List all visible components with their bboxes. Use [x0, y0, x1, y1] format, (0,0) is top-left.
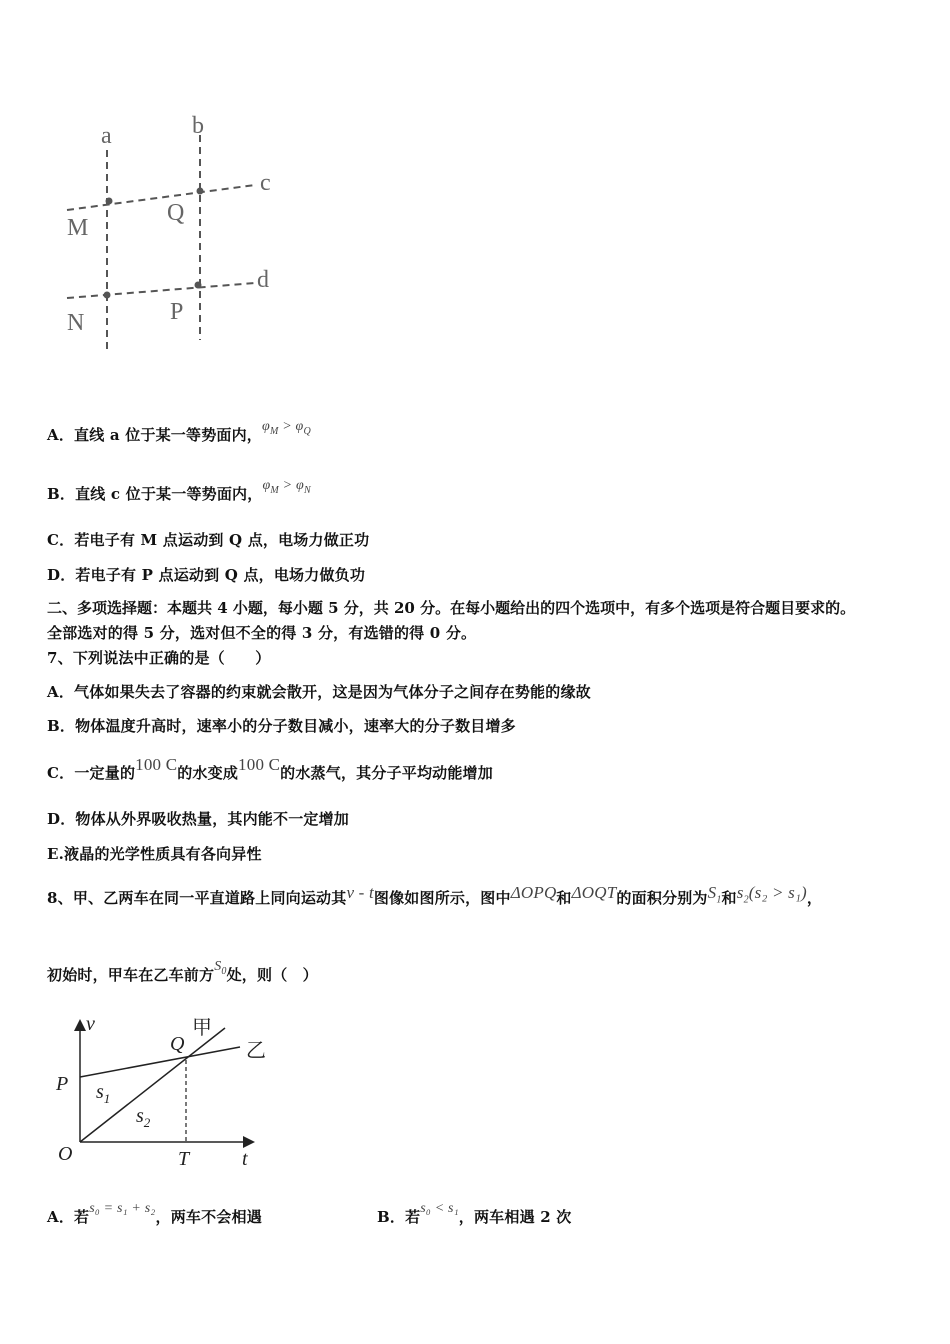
label-N: N	[67, 310, 85, 336]
label-a: a	[101, 123, 112, 149]
figure-vt-graph	[50, 1010, 290, 1170]
label-c: c	[260, 170, 271, 196]
q7-stem: 7、下列说法中正确的是（ ）	[47, 649, 271, 667]
q6-option-B: B．直线 c 位于某一等势面内，$\varphi_M > \varphi_N$	[47, 478, 311, 503]
q7-option-C: C．一定量的100 C的水变成100 C的水蒸气，其分子平均动能增加	[47, 755, 493, 782]
label-d: d	[257, 267, 269, 293]
q7-option-D: D．物体从外界吸收热量，其内能不一定增加	[47, 810, 350, 828]
q6-option-C: C．若电子有 M 点运动到 Q 点，电场力做正功	[47, 531, 370, 549]
label-P: P	[170, 299, 184, 325]
label-v: v	[86, 1013, 95, 1035]
label-Q: Q	[167, 200, 185, 226]
label-jia: 甲	[192, 1017, 212, 1039]
q8-option-B: B．若s₀ < s₁，两车相遇 2 次	[377, 1201, 572, 1226]
label-s1: $s_1$	[96, 1081, 111, 1106]
line-yi	[80, 1047, 240, 1077]
label-O: O	[58, 1143, 73, 1165]
point-M	[106, 198, 113, 205]
label-P: P	[56, 1073, 69, 1095]
q7-option-B: B．物体温度升高时，速率小的分子数目减小，速率大的分子数目增多	[47, 717, 516, 735]
line-d	[67, 283, 255, 298]
label-b: b	[192, 113, 204, 139]
label-T: T	[178, 1148, 190, 1170]
label-t: t	[242, 1148, 248, 1170]
label-yi: 乙	[246, 1040, 266, 1062]
point-P	[195, 282, 202, 289]
q6-option-D: D．若电子有 P 点运动到 Q 点，电场力做负功	[47, 566, 366, 584]
label-s2: $s_2$	[136, 1105, 151, 1130]
section2-heading-line2: 全部选对的得 5 分，选对但不全的得 3 分，有选错的得 0 分。	[47, 624, 477, 642]
q7-option-A: A．气体如果失去了容器的约束就会散开，这是因为气体分子之间存在势能的缘故	[47, 683, 591, 701]
q7-option-E: E.液晶的光学性质具有各向异性	[47, 845, 262, 863]
line-c	[67, 185, 255, 210]
section2-heading-line1: 二、多项选择题：本题共 4 小题，每小题 5 分，共 20 分。在每小题给出的四个选项中，有多个选项是符合题目要求的。	[47, 599, 856, 617]
point-Q	[197, 188, 204, 195]
q8-stem-line2: 初始时，甲车在乙车前方$S_0$处，则（ ）	[47, 959, 318, 984]
q8-option-A: A．若s₀ = s₁ + s₂，两车不会相遇	[47, 1201, 262, 1226]
figure-equipotential-lines	[45, 105, 305, 365]
point-N	[104, 292, 111, 299]
label-M: M	[67, 215, 89, 241]
q6-option-A: A．直线 a 位于某一等势面内，$\varphi_M > \varphi_Q$	[47, 419, 311, 444]
label-Q: Q	[170, 1033, 185, 1055]
q8-stem-line1: 8、甲、乙两车在同一平直道路上同向运动其v - t图像如图所示，图中ΔOPQ和ΔOQT的面积分别为$S_1$和$s_2(s_2 > s_1)$，	[47, 883, 823, 907]
